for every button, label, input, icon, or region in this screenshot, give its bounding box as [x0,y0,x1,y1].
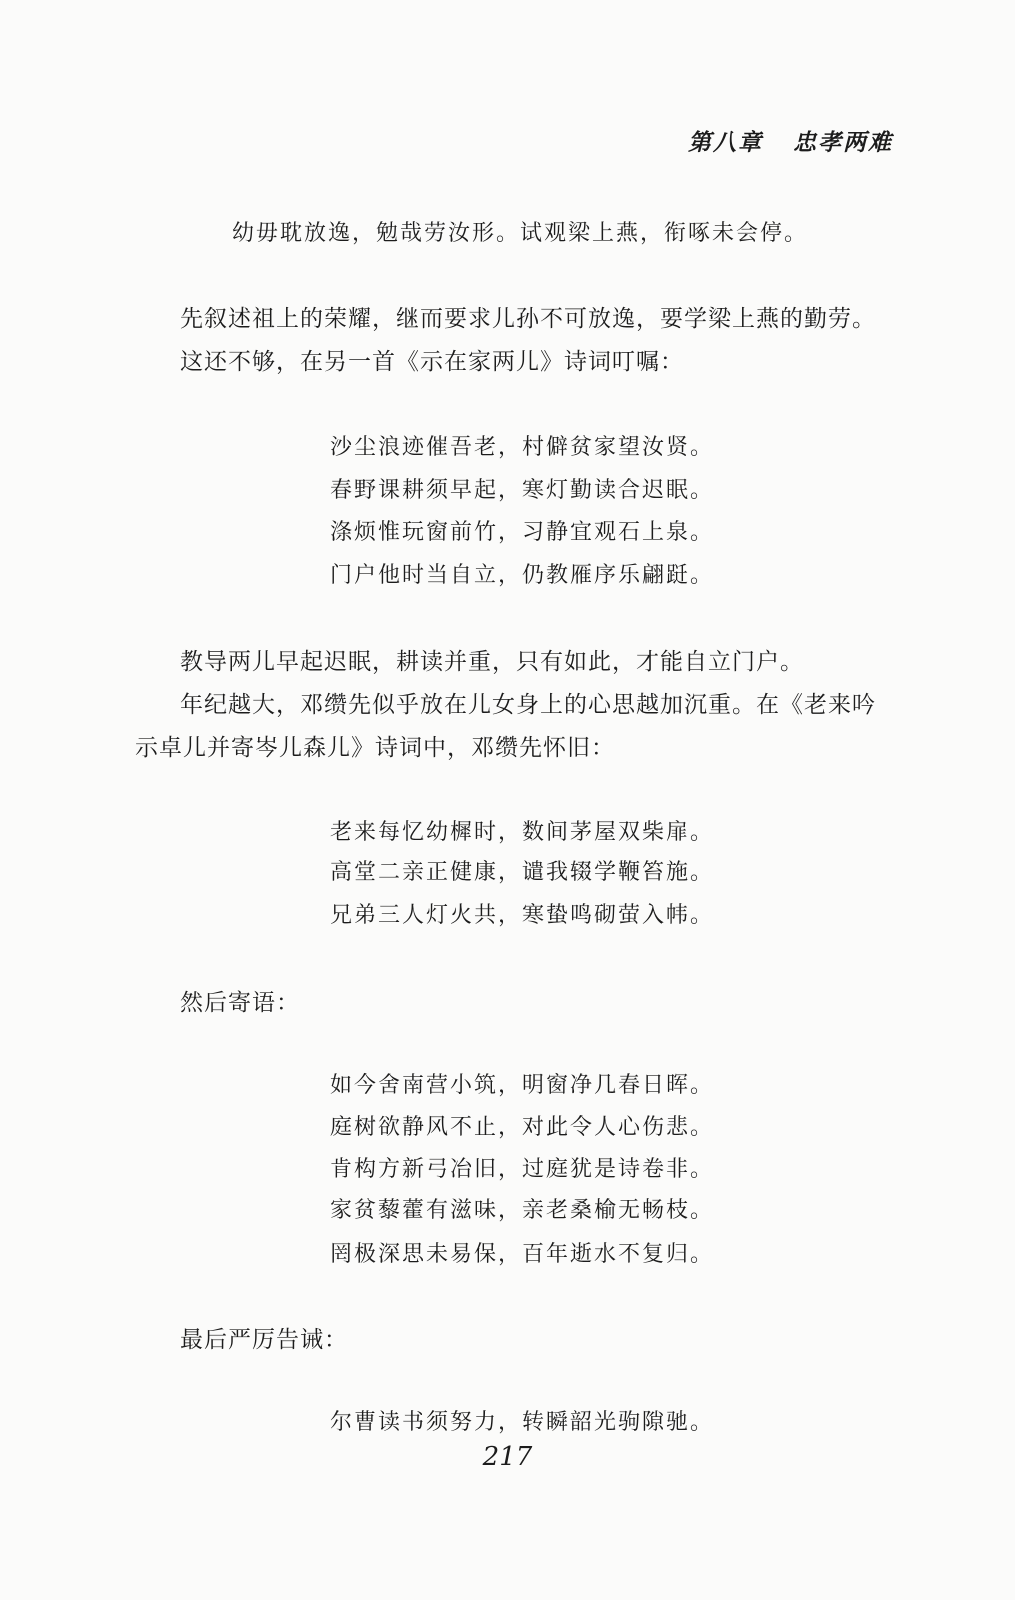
chapter-number: 第八章 [688,129,763,156]
poem3-line-1: 如今舍南营小筑，明窗净几春日晖。 [330,1073,715,1098]
poem3-line-4: 家贫藜藿有滋味，亲老桑榆无畅枝。 [330,1198,715,1223]
poem4-line-1: 尔曹读书须努力，转瞬韶光驹隙驰。 [330,1410,715,1435]
paragraph-1: 先叙述祖上的荣耀，继而要求儿孙不可放逸，要学梁上燕的勤劳。 [180,306,876,332]
poem3-line-5: 罔极深思未易保，百年逝水不复归。 [330,1242,715,1267]
page-number: 217 [482,1442,533,1472]
paragraph-4-line-2: 示卓儿并寄岑儿森儿》诗词中，邓缵先怀旧： [135,735,615,761]
paragraph-6: 最后严厉告诫： [180,1327,348,1353]
poem3-line-3: 肯构方新弓冶旧，过庭犹是诗卷非。 [330,1157,715,1182]
poem2-line-3: 兄弟三人灯火共，寒蛰鸣砌萤入帏。 [330,903,715,928]
paragraph-2: 这还不够，在另一首《示在家两儿》诗词叮嘱： [180,349,684,375]
paragraph-3: 教导两儿早起迟眠，耕读并重，只有如此，才能自立门户。 [180,649,804,675]
paragraph-5: 然后寄语： [180,990,300,1016]
poem2-line-1: 老来每忆幼樨时，数间茅屋双柴扉。 [330,820,715,845]
running-header [688,124,893,157]
poem3-line-2: 庭树欲静风不止，对此令人心伤悲。 [330,1115,715,1140]
poem1-line-1: 沙尘浪迹催吾老，村僻贫家望汝贤。 [330,435,715,460]
chapter-title: 忠孝两难 [793,129,893,156]
verse-top: 幼毋耽放逸，勉哉劳汝形。试观梁上燕，衔啄未会停。 [232,221,809,246]
poem2-line-2: 高堂二亲正健康，谴我辍学鞭笞施。 [330,860,715,885]
paragraph-4-line-1: 年纪越大，邓缵先似乎放在儿女身上的心思越加沉重。在《老来吟 [180,692,876,718]
poem1-line-2: 春野课耕须早起，寒灯勤读合迟眠。 [330,478,715,503]
poem1-line-4: 门户他时当自立，仍教雁序乐翩跹。 [330,563,715,588]
poem1-line-3: 涤烦惟玩窗前竹，习静宜观石上泉。 [330,520,715,545]
